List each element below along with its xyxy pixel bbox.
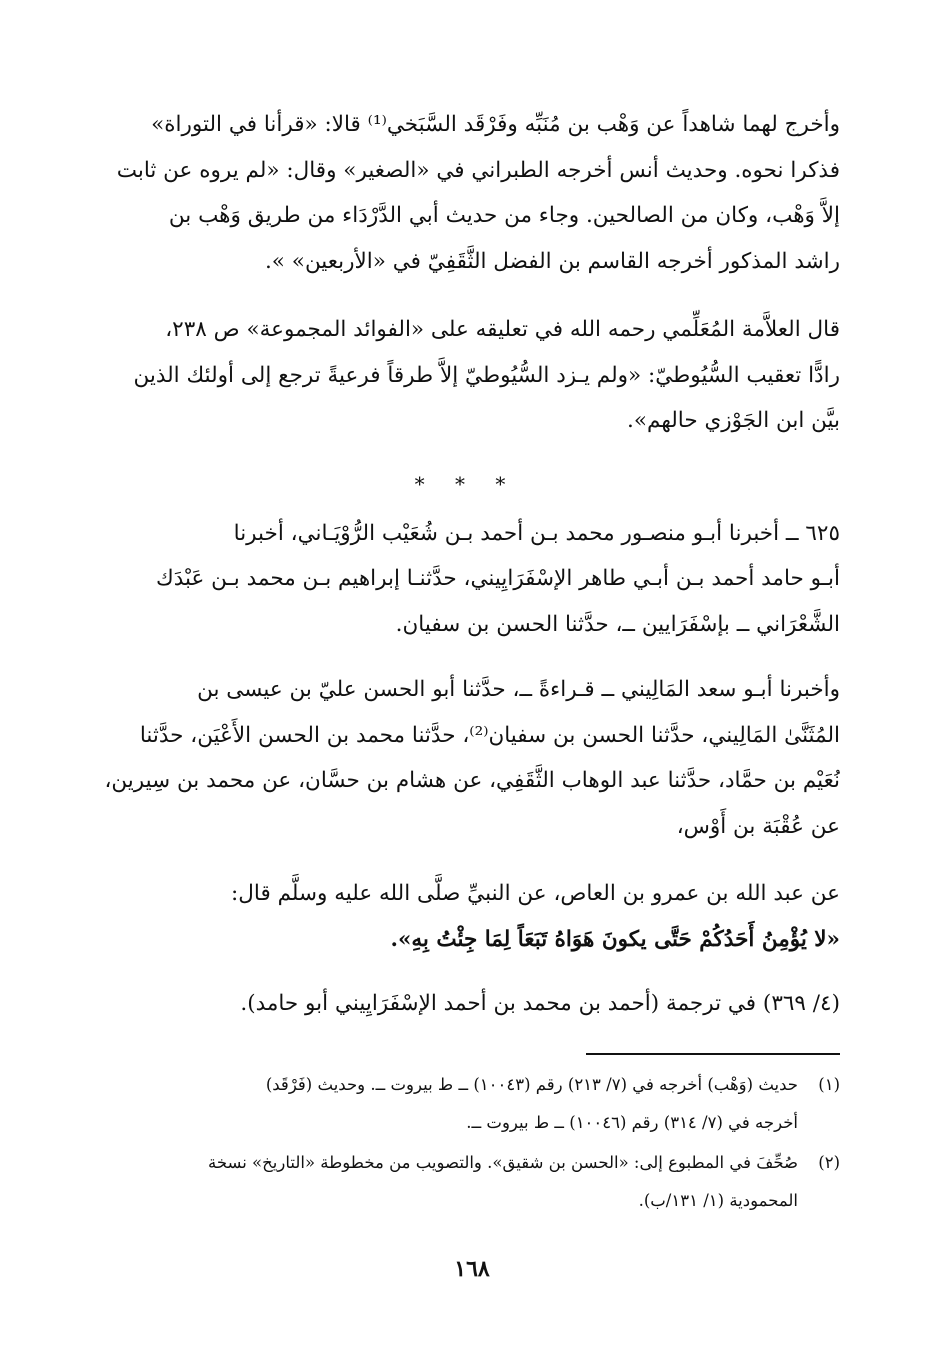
text-line: وأخرج لهما شاهداً عن وَهْب بن مُنَبِّه وفَرْقَد السَّبَخي⁽¹⁾ قالا: «قرأنا في التوراة» [151, 112, 840, 137]
text-line: إلاَّ وَهْب، وكان من الصالحين. وجاء من حديث أبي الدَّرْدَاء من طريق وَهْب بن [168, 203, 840, 228]
paragraph-second-isnad [92, 667, 840, 849]
text-line: (٤/ ٣٦٩) في ترجمة (أحمد بن محمد بن أحمد الإسْفَرَايِيني أبو حامد). [240, 991, 840, 1016]
text-line: حديث (وَهْب) أخرجه في (٧/ ٢١٣) رقم (١٠٠٤٣) ــ ط بيروت ــ. وحديث (فَرْقَد) [265, 1075, 798, 1094]
footnote-body [98, 1066, 798, 1142]
text-line: ٦٢٥ ــ أخبرنا أبـو منصـور محمد بـن أحمد بـن شُعَيْب الرُّوْيَـاني، أخبرنا [233, 520, 840, 546]
text-line: أخرجه في (٧/ ٣١٤) رقم (١٠٠٤٦) ــ ط بيروت ــ. [466, 1113, 798, 1132]
text-line: فذكرا نحوه. وحديث أنس أخرجه الطبراني في «الصغير» وقال: «لم يروه عن ثابت [116, 157, 840, 183]
text-line: نُعَيْم بن حمَّاد، حدَّثنا عبد الوهاب الثَّقَفِي، عن هشام بن حسَّان، عن محمد بن سِيرين، [104, 768, 840, 793]
text-line: الشَّعْرَاني ــ بإسْفَرَايين ــ، حدَّثنا الحسن بن سفيان. [395, 611, 840, 637]
page-number: ١٦٨ [454, 1256, 490, 1282]
text-line: المُثَنَّىٰ المَالِيني، حدَّثنا الحسن بن سفيان⁽²⁾، حدَّثنا محمد بن الحسن الأَعْيَن، حدَّثنا [139, 722, 840, 748]
text-line: وأخبرنا أبـو سعد المَالِيني ــ قـراءةً ــ، حدَّثنا أبو الحسن عليّ بن عيسى بن [197, 677, 840, 702]
text-line: صُحِّفَ في المطبوع إلى: «الحسن بن شقيق». والتصويب من مخطوطة «التاريخ» نسخة [207, 1153, 798, 1172]
footnote-1 [98, 1066, 840, 1142]
paragraph-muallimi-comment [92, 307, 840, 444]
footnotes [98, 1066, 840, 1222]
main-text [92, 96, 840, 1027]
paragraph-reference [92, 981, 840, 1027]
text-line: المحمودية (١/ ١٣١/ب). [638, 1191, 798, 1210]
text-line: بيَّن ابن الجَوْزي حالهم». [627, 408, 840, 433]
text-line: رادًّا تعقيب السُّيُوطيّ: «ولم يـزد السُّيُوطيّ إلاَّ طرقاً فرعيةً ترجع إلى أولئك الذين [133, 362, 840, 388]
footnote-body [98, 1144, 798, 1220]
paragraph-witness-report [92, 102, 840, 284]
text-line: عن عبد الله بن عمرو بن العاص، عن النبيِّ صلَّى الله عليه وسلَّم قال: [231, 881, 840, 906]
paragraph-isnad-625 [92, 511, 840, 648]
section-separator: * * * [414, 471, 518, 496]
hadith-text: «لا يُؤْمِنُ أَحَدُكُمْ حَتَّى يكونَ هَوَاهُ تَبَعَاً لِمَا جِئْتُ بِهِ». [390, 926, 840, 952]
footnote-divider [586, 1053, 840, 1055]
text-line: قال العلاَّمة المُعَلِّمي رحمه الله في تعليقه على «الفوائد المجموعة» ص ٢٣٨، [165, 317, 840, 342]
footnote-number: (١) [818, 1075, 840, 1094]
text-line: عن عُقْبَة بن أَوْس، [676, 813, 840, 839]
footnote-2 [98, 1144, 840, 1220]
footnote-number: (٢) [818, 1153, 840, 1172]
text-line: راشد المذكور أخرجه القاسم بن الفضل الثَّقَفِيّ في «الأربعين» ». [264, 248, 840, 274]
text-line: أبـو حامد أحمد بـن أبـي طاهر الإسْفَرَايِيني، حدَّثنـا إبراهيم بـن محمد بـن عَبْدَك [155, 566, 840, 591]
paragraph-matn [92, 871, 840, 962]
